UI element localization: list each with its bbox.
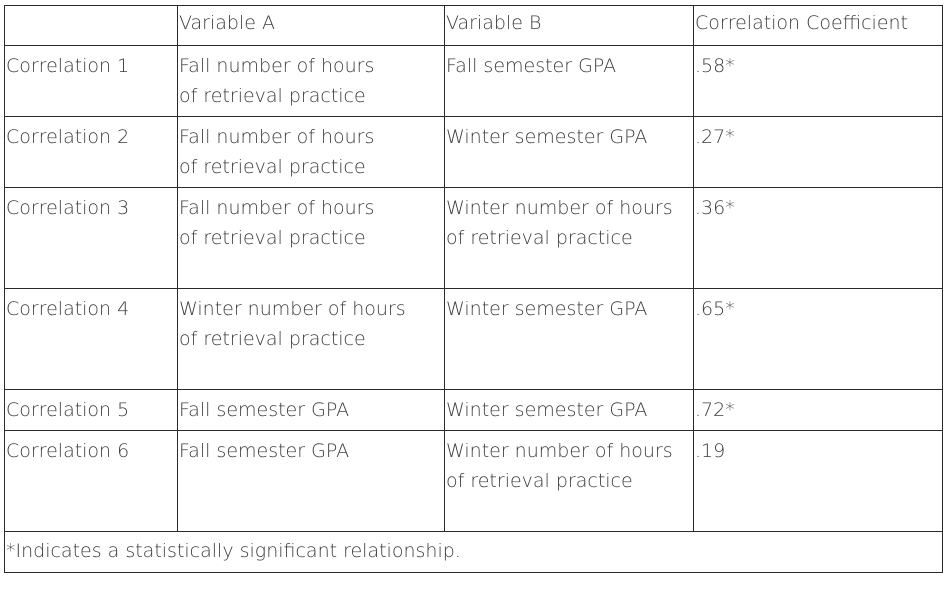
coefficient-cell: .19 bbox=[694, 431, 943, 532]
coefficient-cell: .72* bbox=[694, 390, 943, 431]
row-label: Correlation 5 bbox=[5, 390, 178, 431]
variable-a-cell: Fall number of hours of retrieval practice bbox=[178, 188, 445, 289]
header-variable-a: Variable A bbox=[178, 6, 445, 46]
variable-b-cell: Winter number of hours of retrieval practice bbox=[445, 188, 694, 289]
table-row bbox=[5, 188, 943, 289]
coefficient-cell: .36* bbox=[694, 188, 943, 289]
variable-a-cell: Fall semester GPA bbox=[178, 431, 445, 532]
header-cell-empty bbox=[5, 6, 178, 46]
table-footnote-row bbox=[5, 532, 943, 573]
table-row bbox=[5, 390, 943, 431]
table-footnote: *Indicates a statistically significant relationship. bbox=[5, 532, 943, 573]
table-header-row bbox=[5, 6, 943, 46]
variable-b-cell: Winter number of hours of retrieval practice bbox=[445, 431, 694, 532]
coefficient-cell: .58* bbox=[694, 46, 943, 117]
variable-b-cell: Winter semester GPA bbox=[445, 390, 694, 431]
variable-a-cell: Fall semester GPA bbox=[178, 390, 445, 431]
header-variable-b: Variable B bbox=[445, 6, 694, 46]
variable-a-cell: Fall number of hours of retrieval practice bbox=[178, 117, 445, 188]
row-label: Correlation 4 bbox=[5, 289, 178, 390]
variable-b-cell: Winter semester GPA bbox=[445, 289, 694, 390]
correlation-table bbox=[4, 5, 943, 573]
row-label: Correlation 6 bbox=[5, 431, 178, 532]
table-row bbox=[5, 431, 943, 532]
variable-a-cell: Fall number of hours of retrieval practice bbox=[178, 46, 445, 117]
table-row bbox=[5, 289, 943, 390]
variable-b-cell: Fall semester GPA bbox=[445, 46, 694, 117]
row-label: Correlation 1 bbox=[5, 46, 178, 117]
coefficient-cell: .27* bbox=[694, 117, 943, 188]
variable-a-cell: Winter number of hours of retrieval practice bbox=[178, 289, 445, 390]
row-label: Correlation 2 bbox=[5, 117, 178, 188]
coefficient-cell: .65* bbox=[694, 289, 943, 390]
header-correlation-coefficient: Correlation Coefficient bbox=[694, 6, 943, 46]
table-row bbox=[5, 117, 943, 188]
row-label: Correlation 3 bbox=[5, 188, 178, 289]
variable-b-cell: Winter semester GPA bbox=[445, 117, 694, 188]
table-row bbox=[5, 46, 943, 117]
